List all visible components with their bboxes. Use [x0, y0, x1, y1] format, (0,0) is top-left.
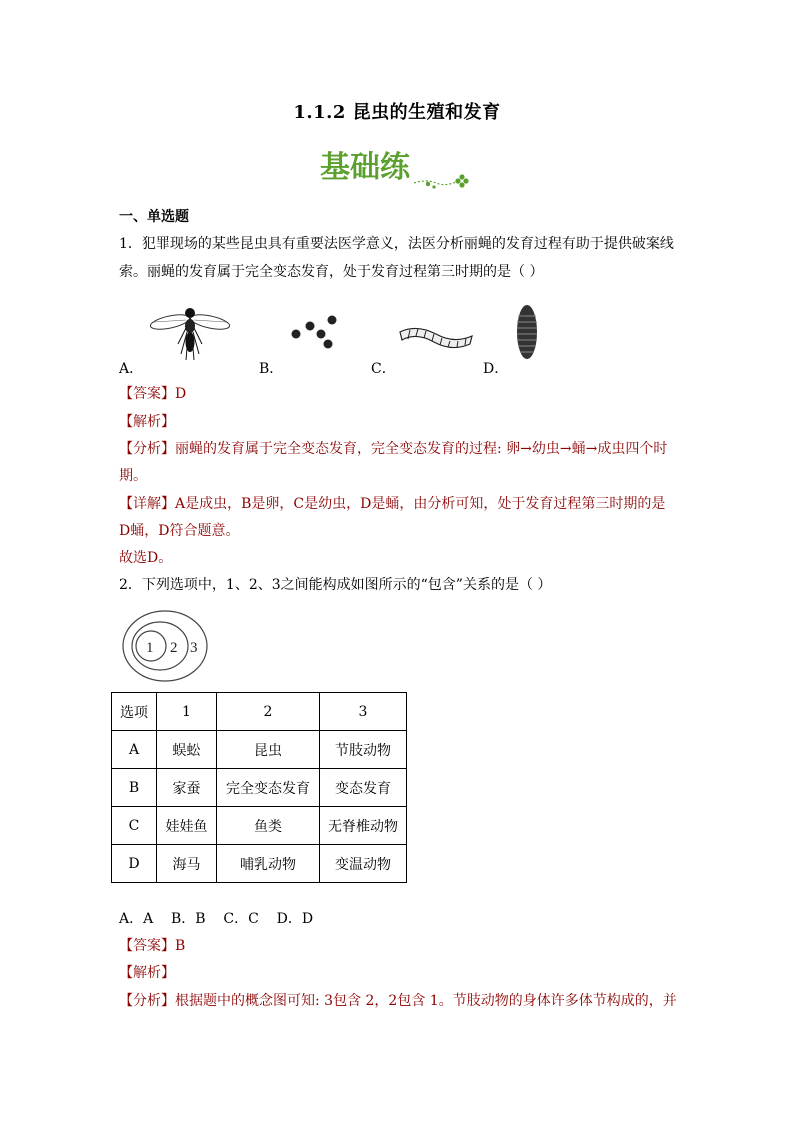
table-cell: 完全变态发育 [217, 769, 320, 807]
table-cell: 家蚕 [157, 769, 217, 807]
fenxi-tag: 【分析】 [119, 441, 175, 457]
table-header-cell: 3 [320, 693, 407, 731]
q1-analysis-tag: 【解析】 [119, 414, 175, 430]
q2-answer: B [175, 938, 186, 954]
q2-options: A．A B．B C．C D．D [119, 911, 314, 927]
table-header-cell: 2 [217, 693, 320, 731]
q1-option-d: D． [483, 361, 509, 377]
table-cell: B [112, 769, 157, 807]
q1-detail-line1: 【详解】A是成虫，B是卵，C是幼虫，D是蛹，由分析可知，处于发育过程第三时期的是 [119, 496, 666, 512]
table-cell: D [112, 845, 157, 883]
table-cell: 海马 [157, 845, 217, 883]
q2-options-table [111, 692, 407, 883]
table-cell: 鱼类 [217, 807, 320, 845]
circle-label-2: 2 [170, 640, 178, 656]
table-row [112, 845, 407, 883]
table-row [112, 769, 407, 807]
table-cell: 节肢动物 [320, 731, 407, 769]
eggs-image [288, 312, 340, 352]
table-header-cell: 1 [157, 693, 217, 731]
q1-stem-line2: 索。丽蝇的发育属于完全变态发育，处于发育过程第三时期的是（ ） [119, 264, 544, 280]
table-cell: 娃娃鱼 [157, 807, 217, 845]
q1-option-c: C． [371, 361, 396, 377]
table-cell: 变态发育 [320, 769, 407, 807]
table-cell: 哺乳动物 [217, 845, 320, 883]
svg-text:基础练: 基础练 [320, 150, 410, 185]
table-cell: 昆虫 [217, 731, 320, 769]
concentric-circles-diagram [120, 608, 214, 684]
fenxi-tag: 【分析】 [119, 993, 175, 1009]
answer-tag: 【答案】 [119, 938, 175, 954]
table-header-cell: 选项 [112, 693, 157, 731]
table-row [112, 731, 407, 769]
fly-adult-image [148, 300, 232, 364]
detail-tag: 【详解】 [119, 496, 175, 512]
q1-stem-line1: 1．犯罪现场的某些昆虫具有重要法医学意义，法医分析丽蝇的发育过程有助于提供破案线 [119, 236, 674, 252]
q1-fenxi-line1: 【分析】丽蝇的发育属于完全变态发育，完全变态发育的过程: 卵→幼虫→蛹→成虫四个时 [119, 441, 668, 457]
pupa-image [514, 302, 540, 362]
circle-label-3: 3 [190, 640, 198, 656]
q2-stem: 2．下列选项中，1、2、3之间能构成如图所示的“包含”关系的是（ ） [119, 577, 552, 593]
table-row [112, 807, 407, 845]
q2-analysis-tag: 【解析】 [119, 965, 175, 981]
table-cell: 变温动物 [320, 845, 407, 883]
circle-label-1: 1 [146, 640, 154, 656]
q1-option-a: A． [119, 361, 144, 377]
page-title: 1.1.2 昆虫的生殖和发育 [293, 102, 501, 123]
q1-answer-line [119, 385, 186, 403]
section-heading: 一、单选题 [119, 209, 189, 225]
q2-fenxi-line1: 【分析】根据题中的概念图可知: 3包含 2，2包含 1。节肢动物的身体许多体节构成的，并 [119, 993, 677, 1009]
table-cell: 无脊椎动物 [320, 807, 407, 845]
q1-detail-line2: D蛹，D符合题意。 [119, 523, 240, 539]
table-header-row [112, 693, 407, 731]
answer-tag: 【答案】 [119, 386, 175, 402]
table-cell: A [112, 731, 157, 769]
table-cell: C [112, 807, 157, 845]
q1-conclusion: 故选D。 [119, 550, 173, 566]
q1-answer: D [175, 386, 187, 402]
table-cell: 蜈蚣 [157, 731, 217, 769]
q1-option-b: B． [259, 361, 284, 377]
q2-answer-line [119, 937, 185, 955]
larva-image [396, 320, 476, 356]
q1-fenxi-line2: 期。 [119, 468, 147, 484]
banner-logo [318, 145, 478, 195]
